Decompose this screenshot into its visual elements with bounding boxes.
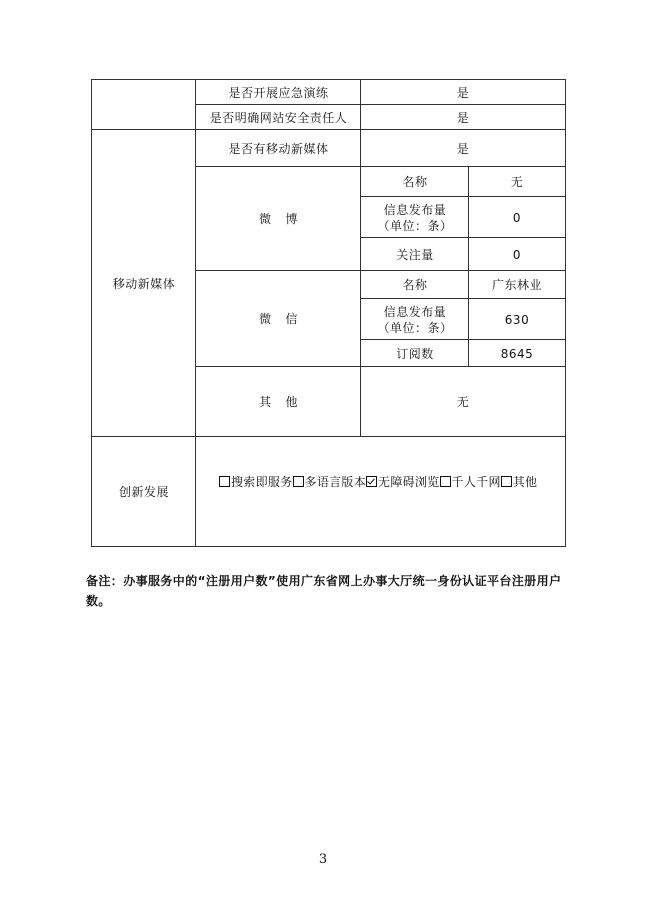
wechat-posts-label-line1: 信息发布量 [383, 304, 447, 319]
has-mobile-label-cell [195, 129, 361, 167]
option-label: 无障碍浏览 [378, 475, 440, 489]
weibo-posts-label-cell [360, 196, 469, 238]
other-value: 无 [456, 395, 470, 409]
wechat-posts-label-line2: （单位：条） [377, 320, 453, 335]
wechat-name-label-cell [360, 270, 469, 299]
other-label-char-1: 其 [258, 395, 272, 409]
checkbox-icon[interactable] [440, 476, 451, 487]
mobile-section-cell [91, 129, 196, 437]
weibo-label-char-2: 博 [285, 212, 299, 226]
other-label-char-2: 他 [285, 395, 299, 409]
weibo-posts-label-line2: （单位：条） [377, 218, 453, 233]
security-value: 是 [456, 110, 470, 125]
option-multilingual[interactable] [293, 473, 367, 490]
drill-value: 是 [456, 85, 470, 100]
drill-value-cell [360, 79, 566, 105]
wechat-label-cell [195, 270, 361, 367]
weibo-followers-label-cell [360, 237, 469, 271]
security-value-cell [360, 104, 566, 130]
empty-top-left-cell [91, 79, 196, 130]
wechat-subs-value-cell [468, 339, 566, 367]
wechat-label-char-1: 微 [258, 312, 272, 326]
weibo-followers-value: 0 [512, 247, 522, 262]
wechat-name-value: 广东林业 [491, 278, 542, 292]
option-accessibility[interactable] [366, 473, 440, 490]
mobile-section-label: 移动新媒体 [112, 276, 176, 291]
has-mobile-value-cell [360, 129, 566, 167]
weibo-label-cell [195, 166, 361, 271]
weibo-posts-value-cell [468, 196, 566, 238]
weibo-name-label: 名称 [402, 175, 428, 189]
option-search-as-service[interactable] [219, 473, 293, 490]
drill-label: 是否开展应急演练 [228, 85, 329, 100]
wechat-posts-label-cell [360, 298, 469, 340]
checkbox-icon[interactable] [501, 476, 512, 487]
security-label-cell [195, 104, 361, 130]
option-label: 多语言版本 [304, 475, 367, 489]
option-other[interactable] [501, 473, 538, 490]
wechat-subs-label: 订阅数 [396, 346, 434, 361]
other-label-cell [195, 366, 361, 437]
option-label: 千人千网 [451, 475, 501, 489]
weibo-posts-label-line1: 信息发布量 [383, 202, 447, 217]
wechat-subs-value: 8645 [500, 346, 534, 361]
footnote: 备注：办事服务中的“注册用户数”使用广东省网上办事大厅统一身份认证平台注册用户数。 [86, 574, 562, 608]
innovation-label: 创新发展 [118, 484, 169, 499]
innovation-label-cell [91, 436, 196, 547]
weibo-name-value: 无 [510, 175, 524, 189]
innovation-checkbox-group [219, 473, 565, 490]
wechat-name-value-cell [468, 270, 566, 299]
innovation-options-cell [195, 436, 566, 547]
has-mobile-label: 是否有移动新媒体 [228, 141, 329, 156]
page-number: 3 [318, 852, 328, 867]
weibo-label-char-1: 微 [258, 212, 272, 226]
other-value-cell [360, 366, 566, 437]
checkbox-icon[interactable] [219, 476, 230, 487]
weibo-followers-label: 关注量 [396, 247, 434, 262]
option-personalized[interactable] [440, 473, 501, 490]
weibo-posts-value: 0 [512, 210, 522, 225]
wechat-label-char-2: 信 [285, 312, 299, 326]
wechat-subs-label-cell [360, 339, 469, 367]
security-label: 是否明确网站安全责任人 [209, 110, 348, 125]
option-label: 其他 [512, 475, 538, 489]
checked-checkbox-icon[interactable] [366, 476, 377, 487]
weibo-followers-value-cell [468, 237, 566, 271]
wechat-posts-value: 630 [504, 312, 530, 327]
has-mobile-value: 是 [456, 141, 470, 156]
drill-label-cell [195, 79, 361, 105]
checkbox-icon[interactable] [293, 476, 304, 487]
option-label: 搜索即服务 [231, 475, 293, 489]
wechat-posts-value-cell [468, 298, 566, 340]
weibo-name-label-cell [360, 166, 469, 197]
weibo-name-value-cell [468, 166, 566, 197]
wechat-name-label: 名称 [402, 278, 428, 292]
